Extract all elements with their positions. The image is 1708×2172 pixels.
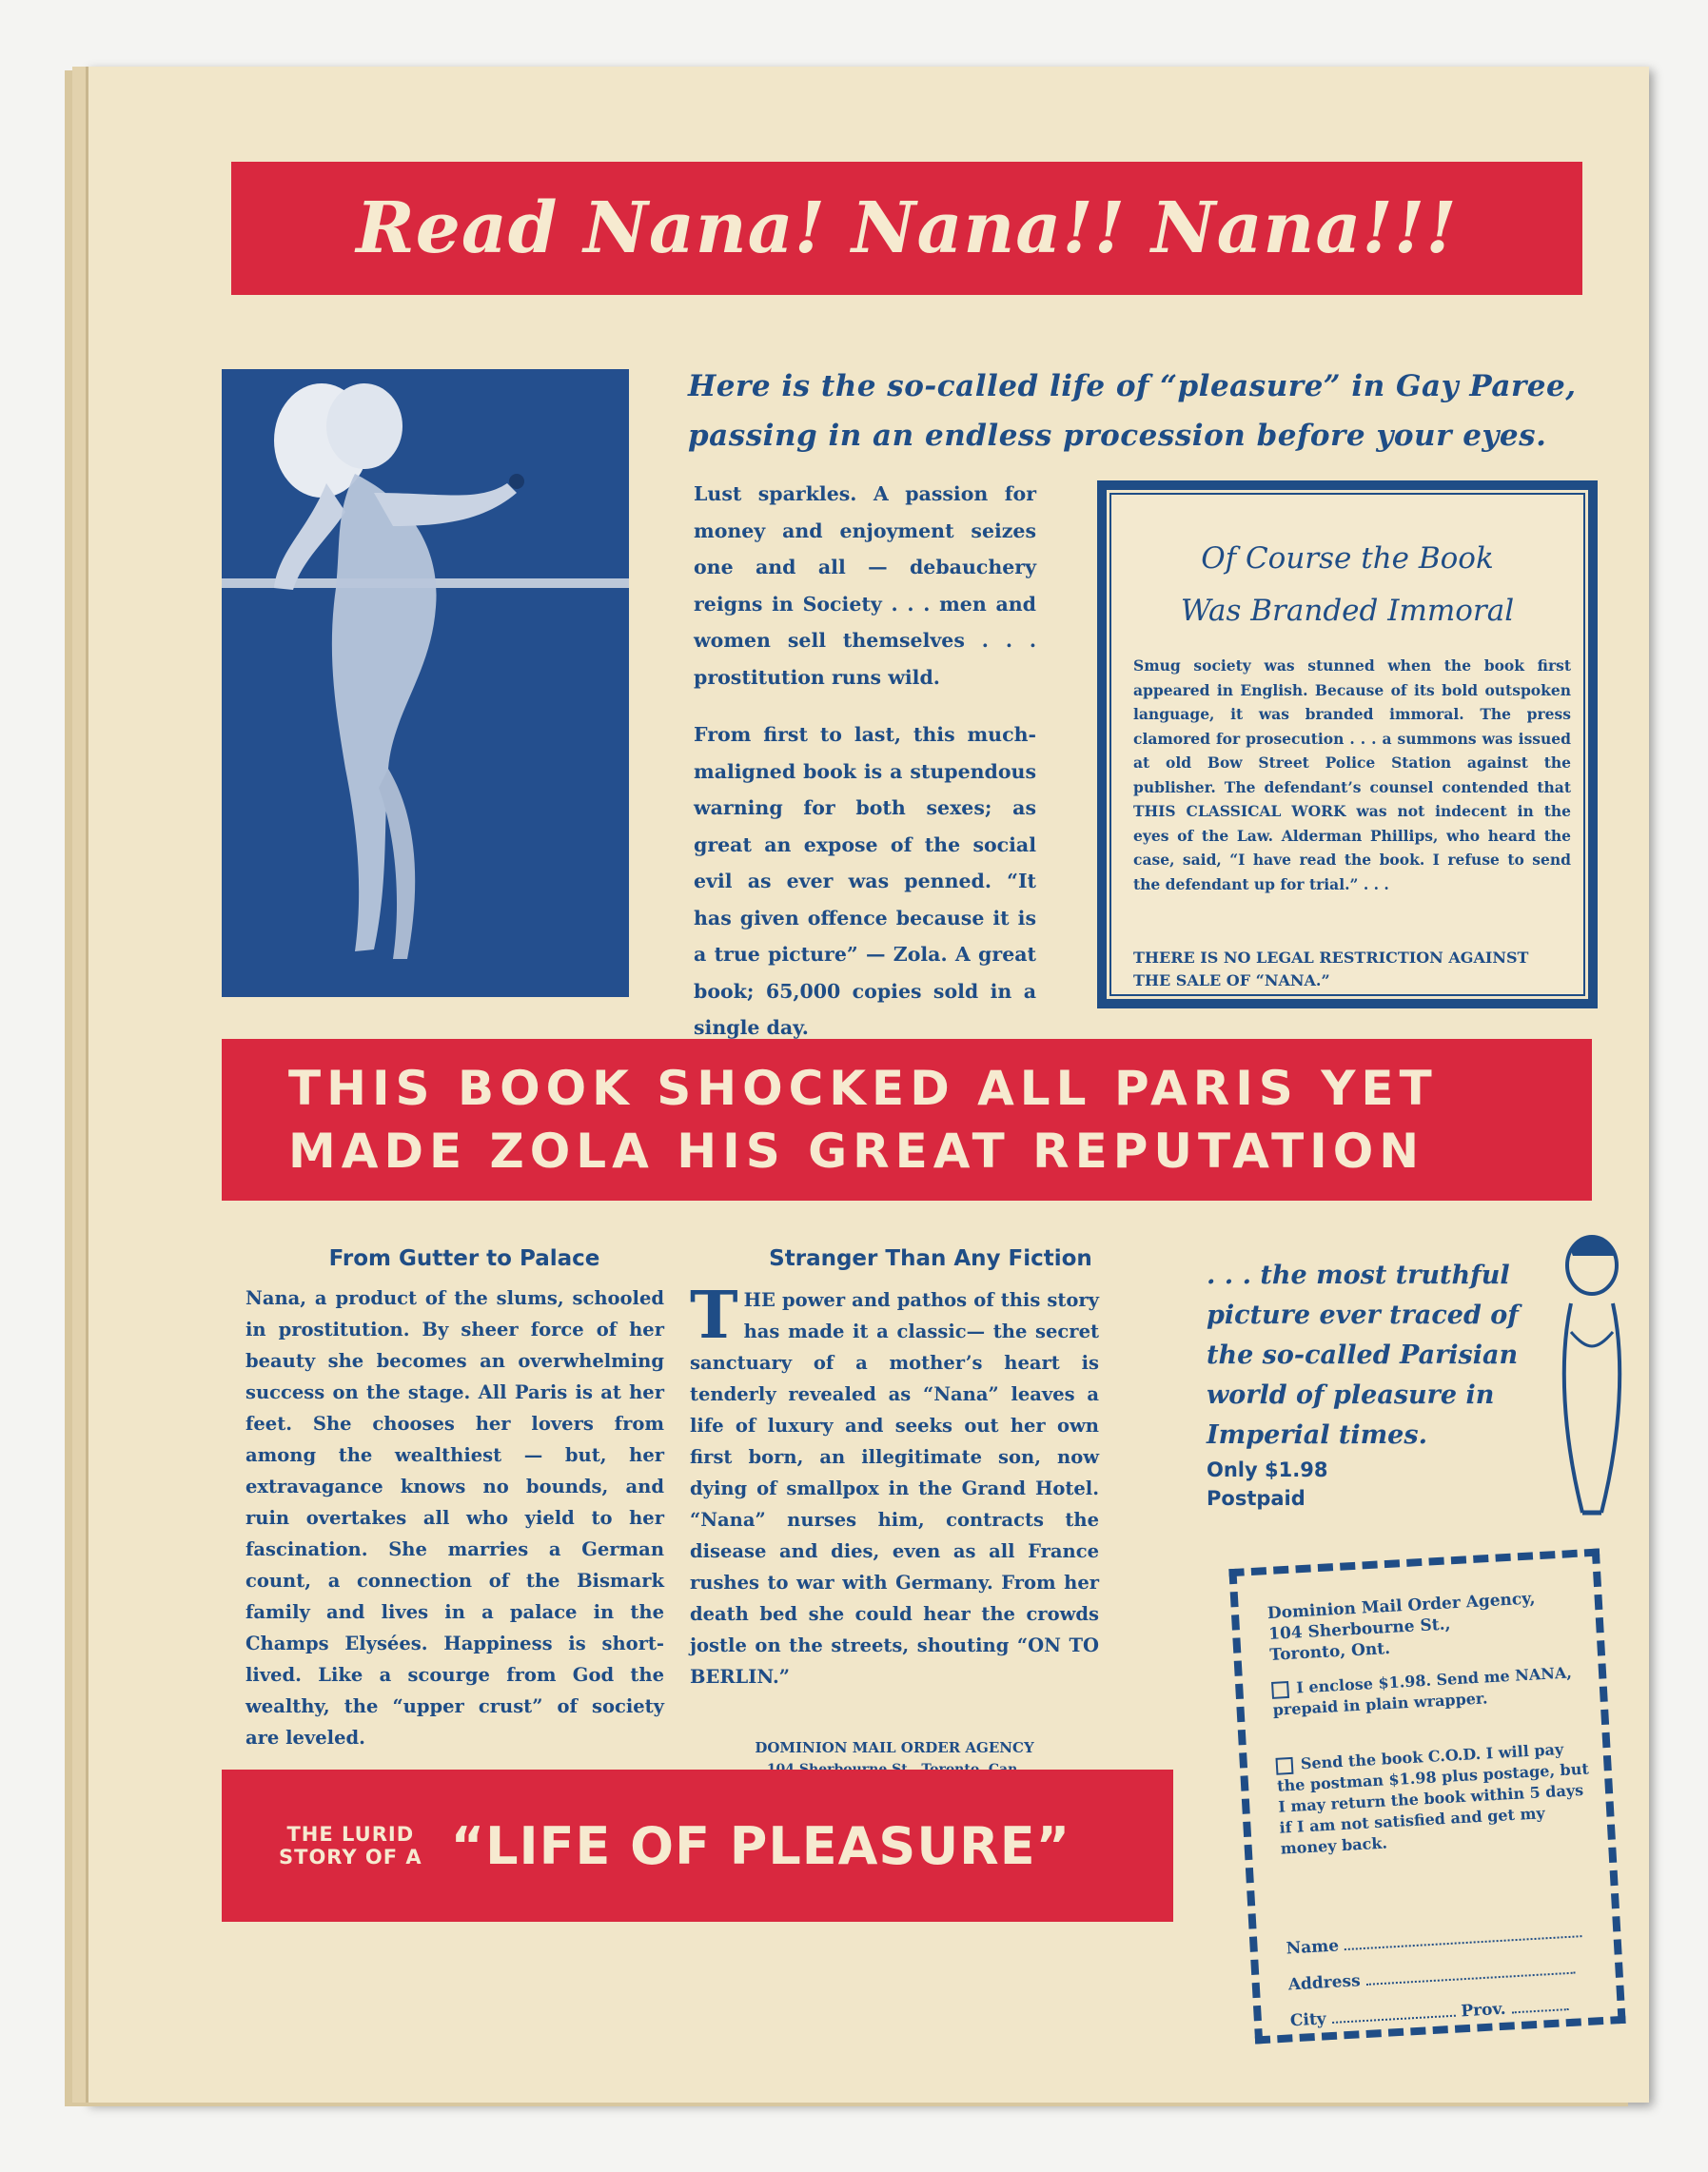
coupon-option-2-text: Send the book C.O.D. I will pay the postman $1.98 plus postage, but I may return the book within 5 days if I am not satisfied and get my money back. [1276, 1739, 1590, 1858]
banner3-small [279, 1823, 422, 1869]
drop-cap: T [690, 1278, 738, 1354]
coupon-option-1[interactable] [1271, 1662, 1587, 1721]
address-line[interactable] [1366, 1972, 1576, 1986]
city-label: City [1289, 2009, 1327, 2031]
coupon-street: 104 Sherbourne St., [1267, 1614, 1451, 1645]
city-line[interactable] [1332, 2015, 1456, 2024]
description-paragraph-2: From first to last, this much-maligned book is a stupendous warning for both sexes; as great an expose of the social evil as ever was penned. “It has given offence because it is a true picture” — Zola. A great book; 65,000 copies sold in a single day. [694, 723, 1036, 1039]
headline-banner [231, 162, 1582, 295]
sitting-girl-icon [1554, 1227, 1630, 1532]
gutter-heading-wrap [274, 1246, 655, 1271]
coupon-address [1266, 1586, 1574, 1666]
magazine-back-cover [86, 67, 1649, 2103]
prov-label: Prov. [1460, 1999, 1507, 2022]
coupon-city: Toronto, Ont. [1268, 1638, 1391, 1665]
shocked-paris-banner [222, 1039, 1592, 1201]
description-paragraph-1: Lust sparkles. A passion for money and enjoyment seizes one and all — debauchery reigns in Society . . . men and women sell themselves . . . prostitution runs wild. [694, 482, 1036, 689]
stranger-text: HE power and pathos of this story has made it a classic— the secret sanctuary of a mother’s heart is tenderly revealed as “Nana” leaves a life of luxury and seeks out her own first born, an illegitimate son, now dying of smallpox in the Grand Hotel. “Nana” nurses him, contracts the disease and dies, even as all France rushes to war with Germany. From her death bed she could hear the crowds jostle on the streets, shouting “ON TO BERLIN.” [690, 1289, 1099, 1688]
intro-tagline: Here is the so-called life of “pleasure” in Gay Paree, passing in an endless procession before your eyes. [688, 369, 1577, 453]
order-coupon[interactable] [1228, 1549, 1625, 2045]
stranger-body [690, 1278, 1099, 1693]
name-line[interactable] [1345, 1935, 1582, 1950]
box-footer: THERE IS NO LEGAL RESTRICTION AGAINST THE SALE OF “NANA.” [1133, 949, 1529, 989]
price-postpaid: Postpaid [1207, 1487, 1306, 1510]
headline-text: Read Nana! Nana!! Nana!!! [356, 187, 1458, 269]
checkbox-cod[interactable] [1275, 1756, 1293, 1774]
stranger-heading: Stranger Than Any Fiction [769, 1246, 1092, 1271]
banner3-small-1: THE LURID [286, 1823, 415, 1846]
description-column [694, 476, 1036, 1067]
branded-immoral-box [1097, 480, 1598, 1008]
box-body-text: Smug society was stunned when the book first appeared in English. Because of its bold outspoken language, it was branded immoral. The press clamored for prosecution . . . a summons was issued at old Bow Street Police Station against the publisher. The defendant’s counsel contended that THIS CLASSICAL WORK was not indecent in the eyes of the Law. Alderman Phillips, who heard the case, said, “I have read the book. I refuse to send the defendant up for trial.” . . . [1133, 656, 1571, 893]
banner3-small-2: STORY OF A [279, 1846, 422, 1869]
stranger-heading-wrap [731, 1246, 1130, 1271]
gutter-body: Nana, a product of the slums, schooled in prostitution. By sheer force of her beauty she becomes an overwhelming success on the stage. All Paris is at her feet. She chooses her lovers from among the wealthiest — but, her extravagance knows no bounds, and ruin overtakes all who yield to her fascination. She marries a German count, a connection of the Bismark family and lives in a palace in the Champs Elysées. Happiness is short-lived. Like a scourge from God the wealthy, the “upper crust” of society are leveled. [245, 1287, 664, 1749]
coupon-option-1-text: I enclose $1.98. Send me NANA, prepaid in plain wrapper. [1272, 1663, 1573, 1719]
coupon-agency: Dominion Mail Order Agency, [1266, 1589, 1536, 1624]
gutter-heading: From Gutter to Palace [328, 1246, 600, 1271]
banner-line-2: MADE ZOLA HIS GREAT REPUTATION [288, 1124, 1425, 1179]
price-amount: Only $1.98 [1207, 1458, 1328, 1481]
figure-illustration-icon [222, 369, 629, 997]
box-title [1107, 533, 1588, 637]
life-of-pleasure-banner [222, 1770, 1173, 1922]
coupon-option-2[interactable] [1275, 1737, 1595, 1859]
prov-line[interactable] [1512, 2008, 1569, 2013]
banner-line-1: THIS BOOK SHOCKED ALL PARIS YET [288, 1061, 1438, 1116]
agency-name: DOMINION MAIL ORDER AGENCY [755, 1739, 1034, 1756]
checkbox-prepaid[interactable] [1271, 1680, 1289, 1698]
box-title-line-2: Was Branded Immoral [1180, 594, 1515, 628]
banner3-big: “LIFE OF PLEASURE” [450, 1815, 1071, 1876]
box-title-line-1: Of Course the Book [1201, 541, 1494, 576]
sitting-girl-sketch [1554, 1227, 1630, 1532]
truthful-tagline: . . . the most truthful picture ever traced of the so-called Parisian world of pleasure in Imperial times. [1207, 1261, 1519, 1450]
coupon-fields [1286, 1913, 1605, 2039]
price-block [1207, 1456, 1397, 1513]
address-label: Address [1287, 1971, 1362, 1995]
name-label: Name [1286, 1936, 1340, 1959]
illustration-nude-figure [222, 369, 629, 997]
